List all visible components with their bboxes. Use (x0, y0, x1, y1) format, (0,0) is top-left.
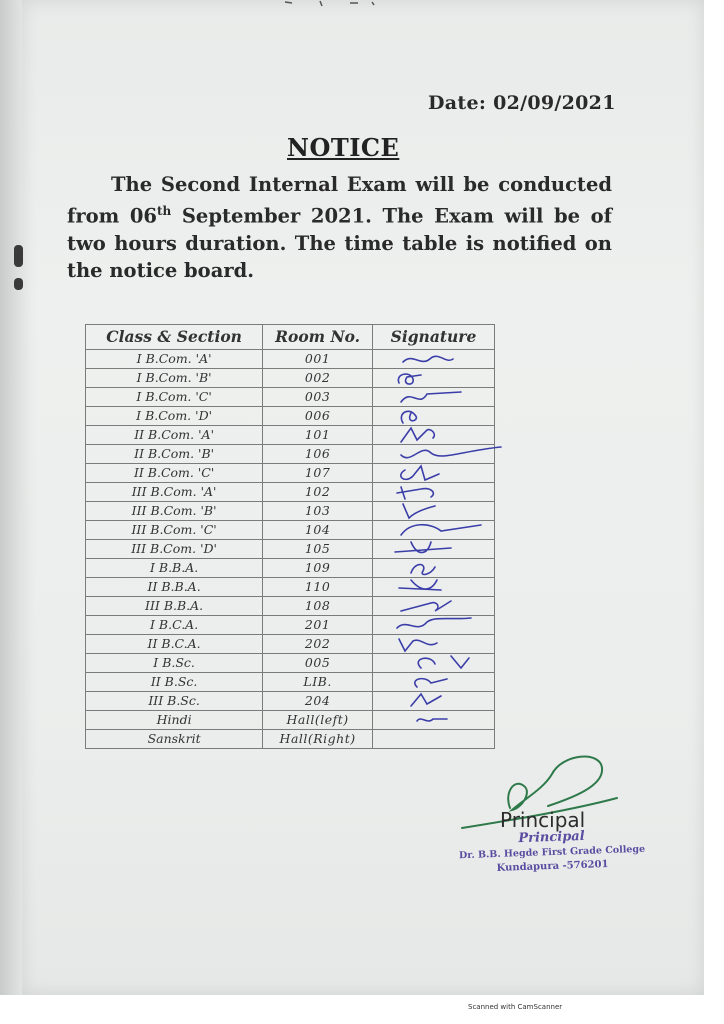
cell-class-section: III B.Com. 'C' (86, 521, 263, 540)
cell-room-no: 003 (263, 388, 373, 407)
table-row (86, 692, 495, 711)
handwritten-signature (373, 673, 493, 691)
handwritten-signature (373, 559, 493, 577)
cell-signature (372, 540, 494, 559)
table-row (86, 464, 495, 483)
cell-class-section: III B.Com. 'D' (86, 540, 263, 559)
cell-signature (372, 711, 494, 730)
cell-room-no: 108 (263, 597, 373, 616)
cell-room-no: 105 (263, 540, 373, 559)
notice-body-part2: September 2021. The Exam will be of two hours duration. The time table is notified on the notice board. (67, 204, 612, 282)
cell-signature (372, 445, 494, 464)
cell-signature (372, 407, 494, 426)
table-row (86, 635, 495, 654)
cell-room-no: 001 (263, 350, 373, 369)
cell-room-no: 202 (263, 635, 373, 654)
cell-room-no: Hall(left) (263, 711, 373, 730)
scan-artifact-marks (280, 0, 400, 8)
notice-title: NOTICE (287, 133, 400, 162)
cell-room-no: Hall(Right) (263, 730, 373, 749)
cell-signature (372, 654, 494, 673)
notice-body (67, 171, 612, 284)
table-row (86, 711, 495, 730)
handwritten-signature (373, 464, 493, 482)
cell-class-section: I B.Com. 'D' (86, 407, 263, 426)
table-row (86, 426, 495, 445)
handwritten-signature (373, 502, 493, 520)
punch-hole (14, 278, 23, 290)
table-header-row (86, 325, 495, 350)
table-row (86, 654, 495, 673)
cell-room-no: 002 (263, 369, 373, 388)
handwritten-signature (373, 692, 493, 710)
cell-room-no: LIB. (263, 673, 373, 692)
college-stamp (451, 827, 652, 876)
cell-class-section: II B.B.A. (86, 578, 263, 597)
cell-room-no: 106 (263, 445, 373, 464)
cell-signature (372, 673, 494, 692)
handwritten-signature (373, 616, 493, 634)
cell-class-section: I B.C.A. (86, 616, 263, 635)
table-row (86, 559, 495, 578)
scanner-footer: Scanned with CamScanner (468, 1003, 563, 1011)
cell-class-section: III B.Com. 'B' (86, 502, 263, 521)
cell-class-section: I B.Com. 'C' (86, 388, 263, 407)
cell-room-no: 201 (263, 616, 373, 635)
handwritten-signature (373, 635, 493, 653)
table-body (86, 350, 495, 749)
table-row (86, 597, 495, 616)
stamp-college: Dr. B.B. Hegde First Grade College (458, 843, 646, 862)
cell-room-no: 005 (263, 654, 373, 673)
table-row (86, 502, 495, 521)
notice-body-superscript: th (157, 204, 172, 218)
handwritten-signature (373, 540, 493, 558)
cell-room-no: 110 (263, 578, 373, 597)
table-row (86, 407, 495, 426)
cell-signature (372, 388, 494, 407)
exam-room-table (85, 324, 495, 749)
cell-signature (372, 597, 494, 616)
cell-signature (372, 616, 494, 635)
table-row (86, 578, 495, 597)
header-class-section: Class & Section (86, 325, 263, 350)
cell-signature (372, 369, 494, 388)
cell-class-section: Sanskrit (86, 730, 263, 749)
notice-date: Date: 02/09/2021 (428, 92, 616, 114)
cell-class-section: II B.Com. 'C' (86, 464, 263, 483)
handwritten-signature (373, 597, 493, 615)
stamp-place: Kundapura -576201 (496, 859, 609, 874)
handwritten-signature (373, 483, 493, 501)
cell-class-section: I B.Com. 'B' (86, 369, 263, 388)
cell-signature (372, 578, 494, 597)
cell-signature (372, 464, 494, 483)
cell-signature (372, 521, 494, 540)
handwritten-signature (373, 711, 493, 729)
cell-class-section: I B.B.A. (86, 559, 263, 578)
cell-signature (372, 559, 494, 578)
handwritten-signature (373, 445, 493, 463)
cell-signature (372, 635, 494, 654)
handwritten-signature (373, 578, 493, 596)
table-row (86, 445, 495, 464)
table-row (86, 616, 495, 635)
cell-signature (372, 730, 494, 749)
table-row (86, 483, 495, 502)
cell-class-section: I B.Com. 'A' (86, 350, 263, 369)
handwritten-signature (373, 521, 493, 539)
page-edge (0, 0, 22, 995)
cell-class-section: Hindi (86, 711, 263, 730)
handwritten-signature (373, 654, 493, 672)
table-row (86, 730, 495, 749)
cell-class-section: III B.Com. 'A' (86, 483, 263, 502)
table-row (86, 388, 495, 407)
cell-room-no: 104 (263, 521, 373, 540)
table-row (86, 369, 495, 388)
cell-signature (372, 483, 494, 502)
cell-room-no: 107 (263, 464, 373, 483)
cell-room-no: 103 (263, 502, 373, 521)
principal-label: Principal (500, 808, 586, 832)
cell-class-section: III B.Sc. (86, 692, 263, 711)
cell-signature (372, 350, 494, 369)
handwritten-signature (373, 388, 493, 406)
handwritten-signature (373, 426, 493, 444)
handwritten-signature (373, 350, 493, 368)
header-signature: Signature (372, 325, 494, 350)
header-room-no: Room No. (263, 325, 373, 350)
handwritten-signature (373, 369, 493, 387)
cell-class-section: II B.Sc. (86, 673, 263, 692)
cell-room-no: 006 (263, 407, 373, 426)
cell-signature (372, 502, 494, 521)
cell-class-section: II B.Com. 'B' (86, 445, 263, 464)
table-row (86, 540, 495, 559)
cell-room-no: 101 (263, 426, 373, 445)
cell-signature (372, 692, 494, 711)
table-row (86, 350, 495, 369)
cell-class-section: II B.C.A. (86, 635, 263, 654)
cell-class-section: II B.Com. 'A' (86, 426, 263, 445)
cell-room-no: 102 (263, 483, 373, 502)
cell-class-section: III B.B.A. (86, 597, 263, 616)
punch-hole (14, 245, 23, 267)
stamp-title: Principal (518, 828, 585, 847)
cell-signature (372, 426, 494, 445)
table-row (86, 521, 495, 540)
cell-room-no: 204 (263, 692, 373, 711)
cell-room-no: 109 (263, 559, 373, 578)
table-row (86, 673, 495, 692)
cell-class-section: I B.Sc. (86, 654, 263, 673)
handwritten-signature (373, 407, 493, 425)
notice-body-part1: The Second Internal Exam will be conducted from 06 (67, 173, 612, 228)
